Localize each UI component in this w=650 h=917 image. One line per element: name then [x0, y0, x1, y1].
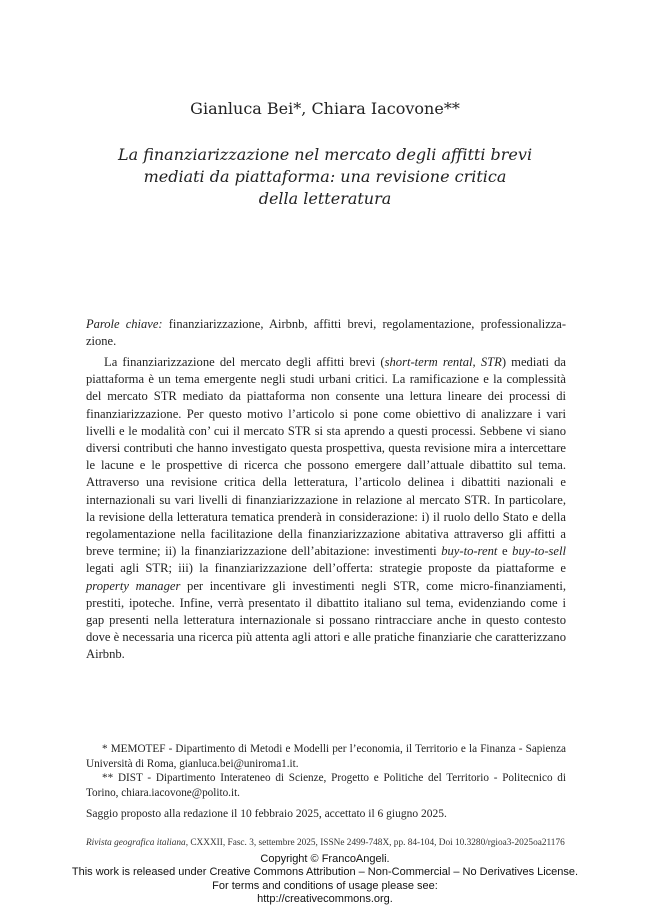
abstract-text-1: La finanziarizzazione del mercato degli affitti brevi (: [104, 355, 385, 369]
copyright-line: Copyright © FrancoAngeli.: [260, 853, 390, 865]
authors: Gianluca Bei*, Chiara Iacovone**: [190, 99, 460, 118]
footnotes: [86, 742, 566, 822]
footnote-1: * MEMOTEF - Dipartimento di Metodi e Modelli per l’economia, il Territorio e la Finanza - Sapienza Università di Roma, gianluca.bei@uniroma1.it.: [86, 743, 566, 770]
keywords: [86, 316, 566, 350]
abstract-italic-1: short-term rental, STR: [384, 355, 502, 369]
abstract-text-5: per incentivare gli investimenti negli STR, come micro-finanziamenti, prestiti, ipoteche. Infine, verrà presentato il dibattito italiano sul tema, evidenziando come i gap presenti nella letteratura internazionale si possano rintracciare anche in questo contesto dove è necessaria una ricerca più attenta agli attori e alle pratiche finanziarie che caratterizzano Airbnb.: [86, 578, 566, 662]
keywords-text: finanziarizzazione, Airbnb, affitti brevi, regolamentazione, professionalizzazione.: [86, 317, 567, 348]
footnote-2: ** DIST - Dipartimento Interateneo di Scienze, Progetto e Politiche del Territorio - Politecnico di Torino, chiara.iacovone@polito.it.: [86, 772, 566, 799]
abstract: [86, 354, 566, 664]
license-line: This work is released under Creative Commons Attribution – Non-Commercial – No Derivatives License.: [71, 866, 579, 879]
abstract-italic-4: property manager: [86, 578, 181, 593]
terms-line: For terms and conditions of usage please see:: [212, 879, 438, 892]
keywords-label: Parole chiave:: [86, 317, 163, 331]
abstract-text-2: ) mediati da piattaforma è un tema emergente negli studi urbani critici. La ramificazione e la complessità del mercato STR mediato da piattaforma non consente una lettura lineare dei processi di finanziarizzazione. Per questo motivo l’articolo si pone come obiettivo di analizzare i vari livelli e le modalità con’ cui il mercato STR si sta aprendo a questi processi. Sebbene vi siano diversi contributi che hanno investigato questa prospettiva, questa revisione mira a intercettare le lacune e le prospettive di ricerca che possono emergere dall’attuale dibattito sul tema. Attraverso una revisione critica della letteratura, l’articolo delinea i dibattiti nazionali e internazionali su vari livelli di finanziarizzazione in relazione al mercato STR. In particolare, la revisione della letteratura tematica prenderà in considerazione: i) il ruolo dello Stato e della regolamentazione nella facilitazione della finanziarizzazione abitativa attraverso gli affitti a breve termine; ii) la finanziarizzazione dell’abitazione: investimenti: [86, 355, 566, 559]
abstract-text-3: e: [497, 544, 513, 559]
title-line-1: La finanziarizzazione nel mercato degli affitti brevi: [117, 145, 533, 164]
license-link[interactable]: http://creativecommons.org.: [257, 893, 393, 906]
abstract-italic-2: buy-to-rent: [441, 544, 498, 559]
title-line-2: mediati da piattaforma: una revisione critica: [143, 167, 507, 186]
journal-name: Rivista geografica italiana: [86, 838, 186, 848]
license-notice: [0, 853, 650, 907]
article-title: [85, 144, 565, 210]
citation-details: , CXXXII, Fasc. 3, settembre 2025, ISSNe 2499-748X, pp. 84-104, Doi 10.3280/rgioa3-2025oa21176: [185, 838, 565, 848]
title-line-3: della letteratura: [258, 189, 392, 208]
journal-citation: [86, 837, 576, 849]
submission-dates: Saggio proposto alla redazione il 10 febbraio 2025, accettato il 6 giugno 2025.: [86, 808, 447, 820]
abstract-text-4: legati agli STR; iii) la finanziarizzazione dell’offerta: strategie proposte da piattaforme e: [86, 561, 566, 576]
abstract-italic-3: buy-to-sell: [512, 544, 566, 559]
